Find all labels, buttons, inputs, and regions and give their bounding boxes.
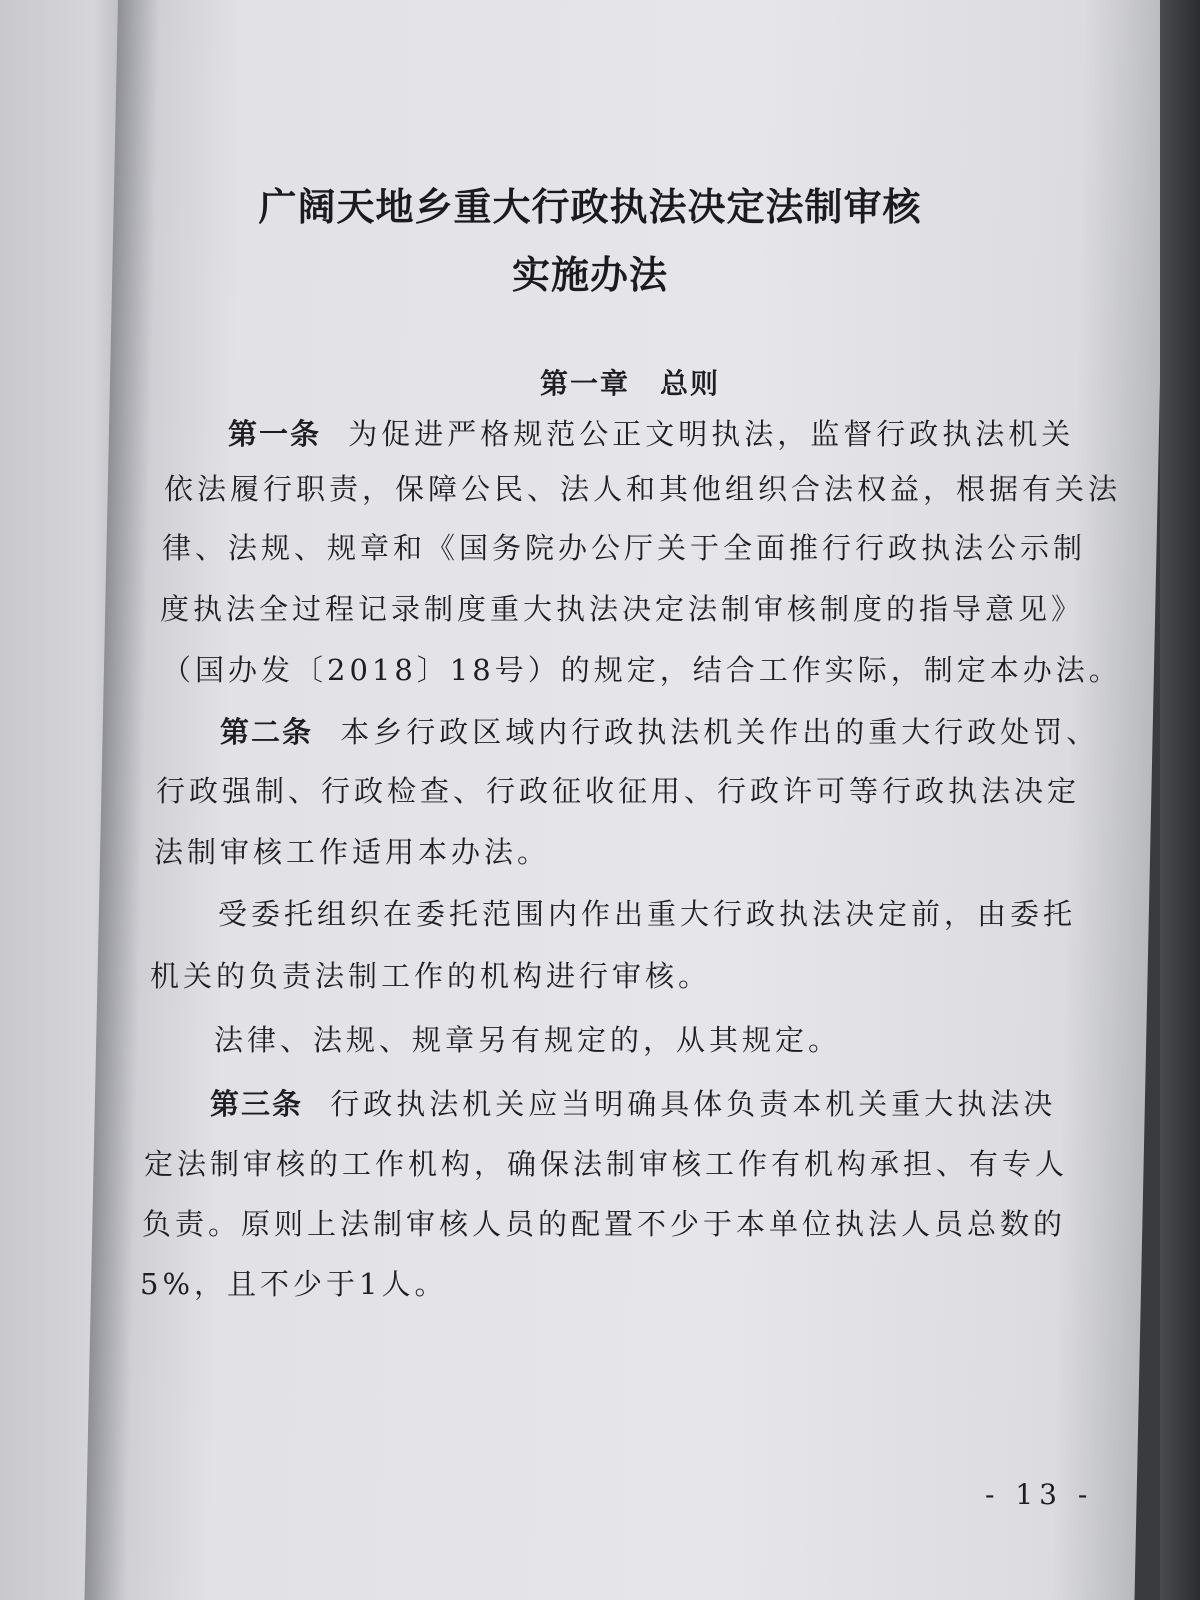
article3-line4: 5%，且不少于1人。 <box>140 1267 448 1301</box>
chapter-heading: 第一章 总则 <box>539 367 720 400</box>
document-title-line2: 实施办法 <box>511 253 668 297</box>
article1-line5: （国办发〔2018〕18号）的规定，结合工作实际，制定本办法。 <box>162 653 1122 687</box>
article2-line1 <box>220 710 1099 751</box>
article2-para3: 法律、法规、规章另有规定的，从其规定。 <box>214 1023 842 1057</box>
article1-line1 <box>228 412 1074 453</box>
article3-label: 第三条 <box>210 1087 304 1121</box>
article1-line2: 依法履行职责，保障公民、法人和其他组织合法权益，根据有关法 <box>164 472 1122 506</box>
article3-line1 <box>210 1082 1056 1123</box>
article1-line4: 度执法全过程记录制度重大执法决定法制审核制度的指导意见》 <box>160 592 1085 626</box>
article3-text1: 行政执法机关应当明确具体负责本机关重大执法决 <box>330 1087 1057 1121</box>
document-title-line1: 广阔天地乡重大行政执法决定法制审核 <box>258 185 922 229</box>
article2-text1: 本乡行政区域内行政执法机关作出的重大行政处罚、 <box>340 715 1100 749</box>
article3-line2: 定法制审核的工作机构，确保法制审核工作有机构承担、有专人 <box>144 1147 1069 1181</box>
article3-line3: 负责。原则上法制审核人员的配置不少于本单位执法人员总数的 <box>142 1207 1067 1241</box>
article1-label: 第一条 <box>228 417 322 451</box>
article1-text1: 为促进严格规范公正文明执法，监督行政执法机关 <box>348 417 1075 451</box>
article2-line2: 行政强制、行政检查、行政征收征用、行政许可等行政执法决定 <box>156 774 1081 808</box>
article2-para2-line1: 受委托组织在委托范围内作出重大行政执法决定前，由委托 <box>218 897 1077 931</box>
article2-label: 第二条 <box>220 715 314 749</box>
article2-para2-line2: 机关的负责法制工作的机构进行审核。 <box>150 959 712 993</box>
page-number: - 13 - <box>985 1478 1094 1511</box>
article1-line3: 律、法规、规章和《国务院办公厅关于全面推行行政执法公示制 <box>162 531 1087 565</box>
article2-line3: 法制审核工作适用本办法。 <box>154 835 551 869</box>
